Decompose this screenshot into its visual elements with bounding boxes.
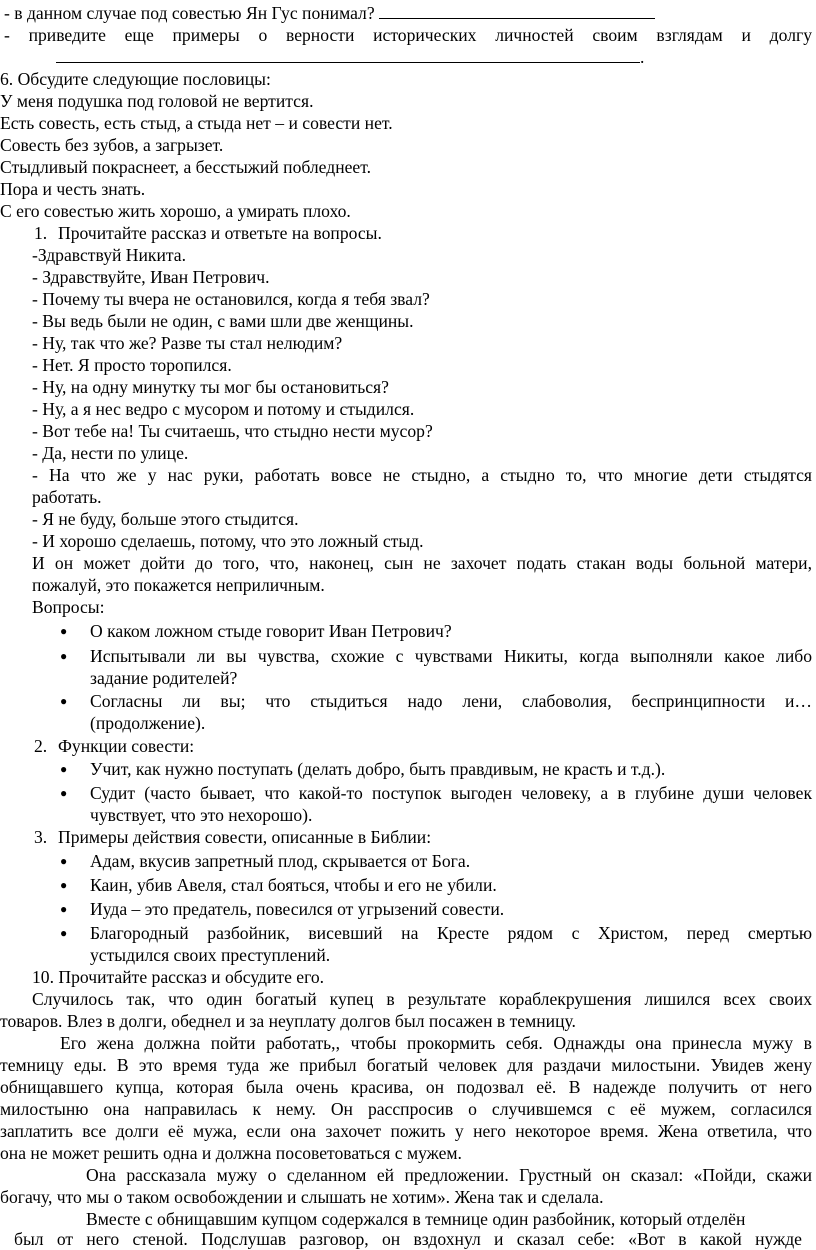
bullet-dot-icon: ●: [60, 786, 68, 800]
function-item: Учит, как нужно поступать (делать добро, быть правдивым, не красть и т.д.).: [90, 759, 666, 779]
section-6-title: 6. Обсудите следующие пословицы:: [0, 69, 271, 89]
function-item-cont: чувствует, что это нехорошо).: [90, 805, 313, 825]
story-line: милостыню она направилась к нему. Он расспросив о случившемся с её мужем, согласился: [0, 1099, 812, 1119]
dialog-line: - Здравствуйте, Иван Петрович.: [32, 267, 270, 287]
story-line: Вместе с обнищавшим купцом содержался в темнице один разбойник, который отделён: [86, 1209, 746, 1229]
dialog-line: - Вы ведь были не один, с вами шли две женщины.: [32, 311, 414, 331]
question-item: О каком ложном стыде говорит Иван Петрович?: [90, 621, 452, 641]
proverb-item: С его совестью жить хорошо, а умирать плохо.: [0, 201, 351, 221]
bible-item: Адам, вкусив запретный плод, скрывается от Бога.: [90, 851, 471, 871]
bullet-dot-icon: ●: [60, 854, 68, 868]
dialog-line: - Да, нести по улице.: [32, 443, 189, 463]
question-examples-end: .: [640, 47, 645, 67]
dialog-line: - Ну, на одну минутку ты мог бы остановиться?: [32, 377, 389, 397]
story-line: она не может решить одна и должна посоветоваться с мужем.: [0, 1143, 462, 1163]
story-line: Его жена должна пойти работать,, чтобы прокормить себя. Однажды она принесла мужу в: [60, 1033, 812, 1053]
task-2-number: 2.: [34, 736, 48, 756]
bible-item: Каин, убив Авеля, стал бояться, чтобы и его не убили.: [90, 875, 497, 895]
bullet-dot-icon: ●: [60, 926, 68, 940]
question-item-cont: задание родителей?: [90, 668, 238, 688]
bullet-dot-icon: ●: [60, 624, 68, 638]
proverb-item: У меня подушка под головой не вертится.: [0, 91, 314, 111]
task-2-title: Функции совести:: [58, 736, 195, 756]
task-3-title: Примеры действия совести, описанные в Библии:: [58, 827, 432, 847]
conclusion-line1: И он может дойти до того, что, наконец, сын не захочет подать стакан воды больной матери,: [32, 553, 812, 573]
story-line: обнищавшего купца, которая была очень красива, он подозвал её. В надежде получить от него: [0, 1077, 812, 1097]
question-item: Согласны ли вы; что стыдиться надо лени, слабоволия, беспринципности и…: [90, 691, 812, 711]
dialog-line: - Ну, так что же? Разве ты стал нелюдим?: [32, 333, 343, 353]
dialog-line: - Я не буду, больше этого стыдится.: [32, 509, 299, 529]
question-item-cont: (продолжение).: [90, 713, 206, 733]
bullet-dot-icon: ●: [60, 902, 68, 916]
story-line: товаров. Влез в долги, обеднел и за неуплату долгов был посажен в темницу.: [0, 1011, 576, 1031]
dialog-line: - Нет. Я просто торопился.: [32, 355, 232, 375]
story-line: Она рассказала мужу о сделанном ей предложении. Грустный он сказал: «Пойди, скажи: [86, 1165, 812, 1185]
question-examples-line2: [56, 46, 644, 68]
questions-title: Вопросы:: [32, 597, 105, 617]
bible-item: Иуда – это предатель, повесился от угрызений совести.: [90, 899, 505, 919]
dialog-line: - Ну, а я нес ведро с мусором и потому и стыдился.: [32, 399, 415, 419]
story-line: заплатить все долги её мужа, если она захочет пожить у него некоторое время. Жена ответила, что: [0, 1121, 812, 1141]
question-examples-line1: - приведите еще примеры о верности исторических личностей своим взглядам и долгу: [4, 25, 812, 45]
bullet-dot-icon: ●: [60, 649, 68, 663]
proverb-item: Пора и честь знать.: [0, 179, 146, 199]
story-line: темницу еды. В это время туда же прибыл богатый человек для раздачи милостыни. Увидев жену: [0, 1055, 812, 1075]
dialog-line-long-cont: работать.: [32, 487, 102, 507]
dialog-line: -Здравствуй Никита.: [32, 245, 187, 265]
question-item: Испытывали ли вы чувства, схожие с чувствами Никиты, когда выполняли какое либо: [90, 646, 812, 666]
dialog-line: - И хорошо сделаешь, потому, что это ложный стыд.: [32, 531, 424, 551]
conclusion-line2: пожалуй, это покажется неприличным.: [32, 575, 325, 595]
bullet-dot-icon: ●: [60, 878, 68, 892]
proverb-item: Стыдливый покраснеет, а бесстыжий побледнеет.: [0, 157, 371, 177]
bible-item-cont: устыдился своих преступлений.: [90, 945, 331, 965]
proverb-item: Есть совесть, есть стыд, а стыда нет – и совести нет.: [0, 113, 393, 133]
bullet-dot-icon: ●: [60, 762, 68, 776]
dialog-line: - Почему ты вчера не остановился, когда я тебя звал?: [32, 289, 430, 309]
section-10-title: 10. Прочитайте рассказ и обсудите его.: [32, 967, 325, 987]
question-hus: [4, 2, 655, 24]
dialog-line: - Вот тебе на! Ты считаешь, что стыдно нести мусор?: [32, 421, 433, 441]
bible-item: Благородный разбойник, висевший на Кресте рядом с Христом, перед смертью: [90, 923, 812, 943]
proverb-item: Совесть без зубов, а загрызет.: [0, 135, 224, 155]
task-1-title: Прочитайте рассказ и ответьте на вопросы.: [58, 223, 382, 243]
story-line: богачу, что мы о таком освобождении и слышать не хотим». Жена так и сделала.: [0, 1187, 604, 1207]
story-line: Случилось так, что один богатый купец в результате кораблекрушения лишился всех своих: [32, 989, 812, 1009]
question-hus-text: - в данном случае под совестью Ян Гус понимал?: [4, 3, 375, 23]
task-1-number: 1.: [34, 223, 48, 243]
story-line: был от него стеной. Подслушав разговор, он вздохнул и сказал себе: «Вот в какой нужде: [14, 1229, 802, 1249]
bullet-dot-icon: ●: [60, 694, 68, 708]
dialog-line-long: - На что же у нас руки, работать вовсе не стыдно, а стыдно то, что многие дети стыдятся: [32, 465, 812, 485]
answer-blank-line: [56, 47, 640, 63]
function-item: Судит (часто бывает, что какой-то поступок выгоден человеку, а в глубине души человек: [90, 783, 812, 803]
task-3-number: 3.: [34, 827, 48, 847]
answer-blank-line: [379, 3, 655, 19]
